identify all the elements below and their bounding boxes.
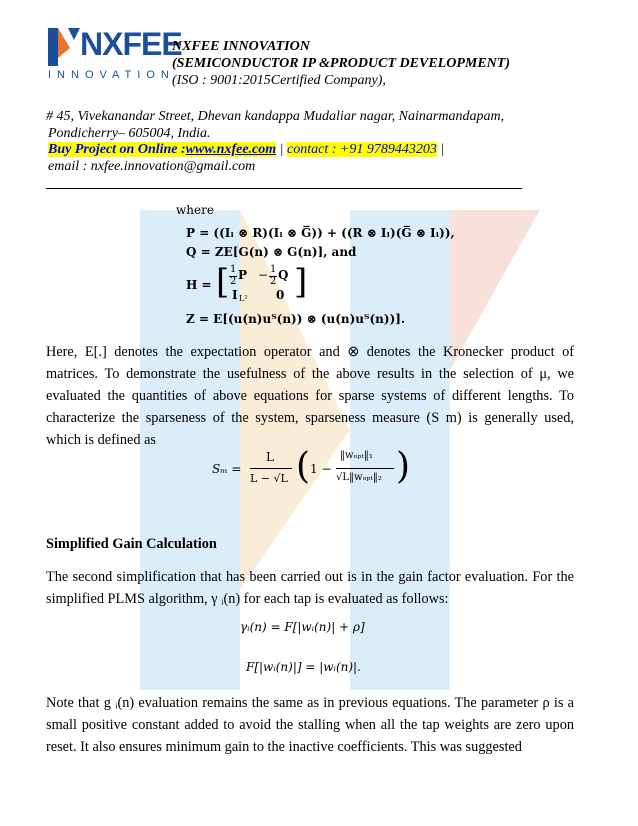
paragraph-1: Here, E[.] denotes the expectation operator and ⊗ denotes the Kronecker product of matrices. To demonstrate the usefulness of the above results in the selection of μ, we evaluated the quantities of above equations for sparse systems of different lengths. To characterize the sparseness of the system, sparseness measure (S m) is generally used, which is defined as	[46, 344, 574, 448]
h-i: I	[232, 288, 238, 302]
fraction-num: 1	[270, 264, 277, 275]
company-division: (SEMICONDUCTOR IP &PRODUCT DEVELOPMENT)	[172, 56, 510, 71]
h-p: P	[238, 268, 248, 282]
h-minus: −	[258, 268, 269, 282]
email-line: email : nxfee.innovation@gmail.com	[48, 159, 256, 174]
fraction-den: 2	[230, 276, 237, 287]
fraction-num: 1	[230, 264, 237, 275]
sm-den: L − √L	[250, 472, 288, 485]
paren-right: )	[396, 446, 411, 487]
sm-lhs: Sₘ =	[212, 462, 242, 476]
equation-q: Q = ZE[G(n) ⊗ G(n)], and	[186, 245, 357, 259]
equation-sparseness	[212, 448, 412, 496]
fraction-bar	[250, 468, 292, 469]
contact-line	[48, 141, 444, 158]
equation-p: P = ((Iₗ ⊗ R)(Iₗ ⊗ G̅)) + ((R ⊗ Iₗ)(G̅ ⊗ Iₗ)),	[186, 226, 455, 240]
h-lhs: H =	[186, 278, 212, 292]
contact-phone: contact : +91 9789443203	[287, 142, 437, 157]
header-divider	[46, 188, 522, 189]
bracket-left: [	[216, 262, 230, 302]
logo-word: NXFEE	[80, 26, 182, 62]
separator: |	[276, 142, 288, 157]
bracket-right: ]	[294, 262, 308, 302]
address-line2: Pondicherry– 605004, India.	[48, 126, 211, 141]
paren-left: (	[296, 446, 311, 487]
h-q: Q	[278, 268, 289, 282]
address-line1: # 45, Vivekanandar Street, Dhevan kandappa Mudaliar nagar, Nainarmandapam,	[46, 109, 505, 124]
logo-subtitle: INNOVATION	[48, 69, 175, 81]
fraction-den: 2	[270, 276, 277, 287]
equation-z: Z = E[(u(n)uᵀ(n)) ⊗ (u(n)uᵀ(n))].	[186, 312, 406, 326]
equation-gamma: γᵢ(n) = F[|wᵢ(n)| + ρ]	[240, 620, 365, 634]
website-link[interactable]: www.nxfee.com	[185, 142, 277, 157]
sm-inner-den: √L‖wₒₚₜ‖₂	[336, 472, 382, 483]
separator: |	[436, 142, 445, 157]
equation-f: F[|wᵢ(n)|] = |wᵢ(n)|.	[246, 660, 361, 674]
company-name: NXFEE INNOVATION	[172, 39, 310, 54]
sm-one: 1 −	[310, 462, 332, 476]
paragraph-3: Note that g ᵢ(n) evaluation remains the same as in previous equations. The parameter ρ is a small positive constant added to avoid the stalling when all the tap weights are zero upon reset. It also ensures minimum gain to the inactive coefficients. This was suggested	[46, 695, 574, 755]
where-label: where	[176, 203, 214, 217]
paragraph-2: The second simplification that has been carried out is in the gain factor evaluation. For the simplified PLMS algorithm, γ ᵢ(n) for each tap is evaluated as follows:	[46, 569, 574, 607]
company-certification: (ISO : 9001:2015Certified Company),	[172, 73, 386, 88]
sm-inner-num: ‖wₒₚₜ‖₁	[340, 450, 373, 461]
buy-label: Buy Project on Online :	[48, 142, 186, 157]
logo-mark-icon	[46, 24, 82, 68]
fraction-bar	[336, 468, 394, 469]
equation-h	[186, 262, 326, 308]
section-heading: Simplified Gain Calculation	[46, 536, 217, 552]
h-l2: L²	[239, 294, 248, 303]
sm-num: L	[266, 450, 274, 464]
company-logo	[46, 24, 182, 84]
h-zero: 0	[276, 288, 285, 302]
